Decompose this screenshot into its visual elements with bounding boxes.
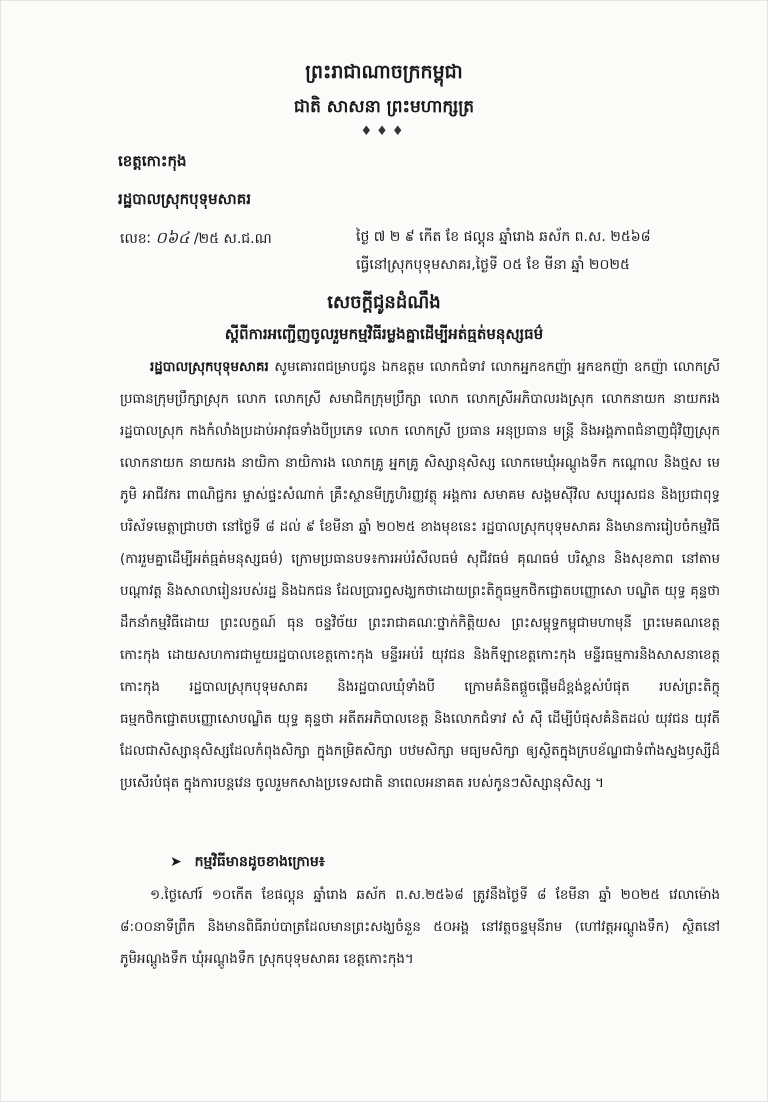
body-lead: រដ្ឋបាលស្រុកបុទុមសាគរ — [150, 360, 269, 375]
reference-label: លេខៈ — [120, 231, 151, 247]
document-subject: ស្តីពីការអញ្ជើញចូលរួមកម្មវិធីរម្លងគ្នាដើម្បីអត់ធ្មត់មនុស្សធម៌ — [224, 325, 544, 343]
motto-header: ជាតិ សាសនា ព្រះមហាក្សត្រ — [293, 97, 475, 117]
province-label: ខេត្តកោះកុង — [118, 152, 187, 170]
lunar-date: ថ្ងៃ ៧ ២ ៩ កើត ខែ ផល្គុន ឆ្នាំរោង ឆស័ក ព.ស. ២៥៦៨ — [356, 229, 651, 245]
body-paragraph-text: សូមគោរពជម្រាបជូន ឯកឧត្តម លោកជំទាវ លោកអ្នកឧកញ៉ា អ្នកឧកញ៉ា ឧកញ៉ា លោកស្រីប្រធានក្រុមប្រឹក្សាស្រុក លោក លោកស្រី សមាជិកក្រុមប្រឹក្សា លោក លោកស្រីអភិបាលរងស្រុក លោកនាយក នាយករងរដ្ឋបាលស្រុក កងកំលាំងប្រដាប់អាវុធទាំងបីប្រភេទ លោក លោកស្រី ប្រធាន អនុប្រធាន មន្ត្រី និងអង្គភាពជំនាញជុំវិញស្រុក លោកនាយក នាយករង នាយិកា នាយិការង លោកគ្រូ អ្នកគ្រូ សិស្សានុសិស្ស លោកមេឃុំអណ្តូងទឹក កណ្តោល និងថ្មស មេភូមិ អាជីវករ ពាណិជ្ជករ ម្ចាស់ផ្ទះសំណាក់ គ្រឹះស្ថានមីក្រូហិរញ្ញវត្ថុ អង្គការ សមាគម សង្គមស៊ីវិល សប្បុរសជន និងប្រជាពុទ្ធបរិស័ទមេត្តាជ្រាបថា នៅថ្ងៃទី ៨ ដល់ ៩ ខែមីនា ឆ្នាំ ២០២៥ ខាងមុខនេះ រដ្ឋបាលស្រុកបុទុមសាគរ និងមានការរៀបចំកម្មវិធី (ការរួមគ្នាដើម្បីអត់ធ្មត់មនុស្សធម៌) ក្រោមប្រធានបទ៖ការអប់រំសីលធម៌ សុជីវធម៌ គុណធម៌ បរិស្ថាន និងសុខភាព នៅតាមបណ្តាវត្ត និងសាលារៀនរបស់រដ្ឋ និងឯកជន ដែលប្រារព្ធសង្ឃកថាដោយព្រះតិក្ខុធម្មកថិកជ្ជោតបញ្ញោសោ បណ្ឌិត យុទ្ធ គុន្ទថា ដឹកនាំកម្មវិធីដោយ ព្រះលក្ខណ៍ ធុន ចន្ទវិច័យ ព្រះរាជាគណៈថ្នាក់កិត្តិយស ព្រះសម្ពុទ្ធកម្ពុជាមហាមុនី ព្រះមេគណខេត្តកោះកុង ដោយសហការជាមួយរដ្ឋបាលខេត្តកោះកុង មន្ទីរអប់រំ យុវជន និងកីឡាខេត្តកោះកុង មន្ទីរធម្មការនិងសាសនាខេត្តកោះកុង រដ្ឋបាលស្រុកបុទុមសាគរ និងរដ្ឋបាលឃុំទាំងបី ក្រោមគំនិតផ្តួចផ្តើមដ៏ខ្ពង់ខ្ពស់បំផុត របស់ព្រះតិក្ខុធម្មកថិកជ្ជោតបញ្ញោសោបណ្ឌិត យុទ្ធ គុន្ទថា អតីតអភិបាលខេត្ត និងលោកជំទាវ សំ ស៊ី ដើម្បីបំផុសគំនិតដល់ យុវជន យុវតី ដែលជាសិស្សានុសិស្សដែលកំពុងសិក្សា ក្នុងកម្រិតសិក្សា បឋមសិក្សា មធ្យមសិក្សា ឲ្យស្ថិតក្នុងក្របខ័ណ្ឌជាទំពាំងស្នងឫស្សីដ៏ប្រសើរបំផុត ក្នុងការបន្តវេន ចូលរួមកសាងប្រទេសជាតិ នាពេលអនាគត របស់កូនៗសិស្សានុសិស្ស ។ — [120, 360, 720, 791]
program-heading-text: កម្មវិធីមានដូចខាងក្រោម៖ — [194, 854, 325, 870]
place-date: ធ្វើនៅស្រុកបុទុមសាគរ,ថ្ងៃទី ០៥ ខែ មីនា ឆ្នាំ ២០២៥ — [356, 257, 630, 273]
body-text — [120, 352, 720, 800]
reference-handwritten-number: ០៦៤ — [155, 228, 190, 247]
program-heading — [170, 852, 325, 873]
reference-suffix: /២៥ ស.ជ.ណ — [193, 231, 272, 247]
program-item: ១.ថ្ងៃសៅរ៍ ១០កើត ខែផល្គុន ឆ្នាំរោង ឆស័ក ព.ស.២៥៦៨ ត្រូវនឹងថ្ងៃទី ៨ ខែមីនា ឆ្នាំ ២០២៥ វេលាម៉ោង ៨:០០នាទីព្រឹក និងមានពិធីរាប់បាត្រដែលមានព្រះសង្ឃចំនួន ៥០អង្គ នៅវត្តចន្ទមុនីរាម (ហៅវត្តអណ្តូងទឹក) ស្ថិតនៅភូមិអណ្តូងទឹក ឃុំអណ្តូងទឹក ស្រុកបុទុមសាគរ ខេត្តកោះកុង។ — [120, 888, 720, 967]
document-title: សេចក្តីជូនដំណឹង — [327, 292, 441, 313]
kingdom-header: ព្រះរាជាណាចក្រកម្ពុជា — [305, 61, 463, 83]
reference-number — [120, 227, 272, 251]
ornament-divider: ♦♦♦ — [360, 124, 408, 139]
arrow-icon: ➤ — [170, 854, 182, 870]
office-label: រដ្ឋបាលស្រុកបុទុមសាគរ — [118, 190, 252, 208]
body-paragraph — [120, 352, 720, 800]
